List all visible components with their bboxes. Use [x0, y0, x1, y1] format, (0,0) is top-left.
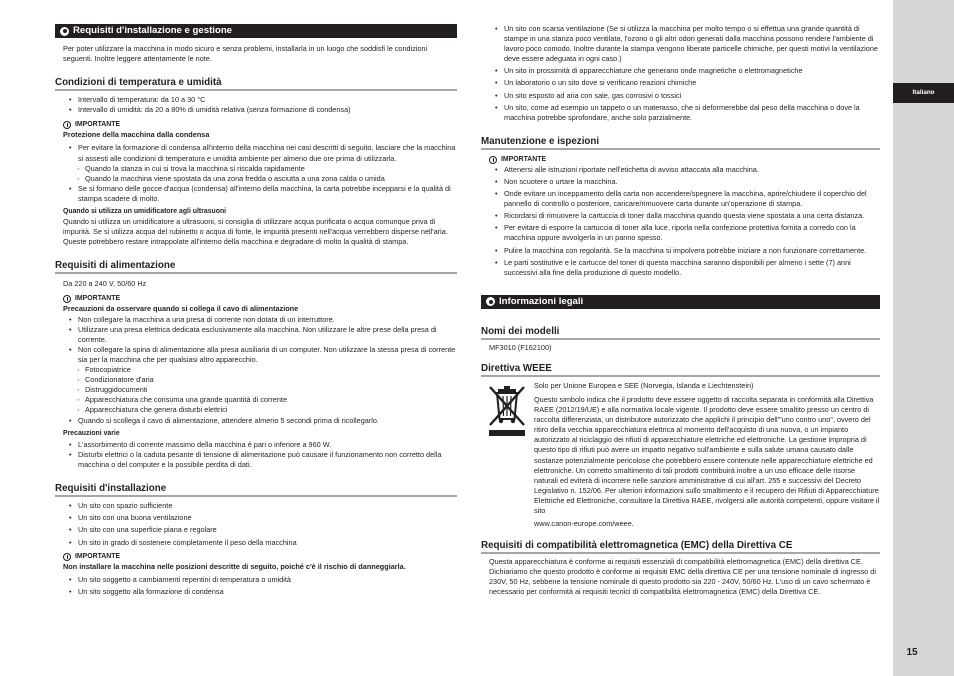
- list-item: • Onde evitare un inceppamento della carta non accendere/spegnere la macchina, aprire/chiudere il coperchio del pannello di controllo o posteriore, caricare/rimuovere carta durante un'operazione di stampa.: [504, 189, 880, 209]
- weee-scope: Solo per Unione Europea e SEE (Norvegia, Islanda e Liechtenstein): [534, 380, 754, 390]
- list-item: • Per evitare la formazione di condensa all'interno della macchina nei casi descritti di seguito, lasciare che la macchina si assesti alle condizioni di temperatura e umidità ambiente per almeno due ore prima di utilizzarla.: [78, 143, 457, 163]
- weee-text: Questo simbolo indica che il prodotto deve essere oggetto di raccolta separata in conformità alla Direttiva RAEE (2012/19/UE) e alla normativa locale vigente. Il prodotto deve essere smaltito presso un centro di raccolta differenziata, un distributore autorizzato che applichi il principio dell'"uno contro uno", ovvero del ritiro della vecchia apparecchiatura elettrica al momento dell'acquisto di una nuova, o un impianto autorizzato al riciclaggio dei rifiuti di apparecchiature elettriche ed elettroniche. La gestione impropria di questo tipo di rifiuti può avere un impatto negativo sull'ambiente e sulla salute umana causato dalle sostanze potenzialmente pericolose che potrebbero essere contenute nelle apparecchiature elettriche ed elettroniche. Un corretto smaltimento di tali prodotti contribuirà inoltre a un uso efficace delle risorse naturali ed eviterà di incorrere nelle sanzioni amministrative di cui all'art. 255 e successivi del Decreto Legislativo n. 152/06. Per ulteriori informazioni sullo smaltimento e il recupero dei Rifiuti di Apparecchiature Elettriche ed Elettroniche, consultare la Direttiva RAEE, rivolgersi alle autorità competenti, oppure visitare il sito: [534, 394, 880, 515]
- list-item: • Un sito in grado di sostenere completamente il peso della macchina: [78, 537, 457, 549]
- condensa-sub-list: [55, 164, 457, 184]
- list-item: ◦ Distruggidocumenti: [85, 385, 457, 395]
- important-note: [481, 155, 880, 165]
- important-label: IMPORTANTE: [501, 155, 547, 163]
- power-spec: Da 220 a 240 V, 50/60 Hz: [63, 279, 147, 289]
- weee-block: [481, 377, 880, 529]
- weee-text-block: [534, 381, 880, 529]
- important-label: IMPORTANTE: [75, 552, 121, 560]
- important-note: [55, 294, 457, 304]
- list-item: • Pulire la macchina con regolarità. Se la macchina si impolvera potrebbe iniziare a non funzionare correttamente.: [504, 246, 880, 256]
- maintenance-list: [481, 165, 880, 278]
- power-precautions-title: Precauzioni da osservare quando si collega il cavo di alimentazione: [63, 303, 299, 313]
- section-title: Informazioni legali: [499, 295, 584, 307]
- important-label: IMPORTANTE: [75, 121, 121, 129]
- list-item: • Non scuotere o urtare la macchina.: [504, 177, 880, 187]
- list-item: • Non collegare la spina di alimentazione alla presa ausiliaria di un computer. Non utilizzare la stessa presa di corrente sia per la macchina che per qualsiasi altro apparecchio.: [78, 345, 457, 365]
- important-icon: [63, 295, 71, 303]
- heading-temperature: Condizioni di temperatura e umidità: [55, 77, 457, 91]
- list-item: • Se si formano delle gocce d'acqua (condensa) all'interno della macchina, la carta potrebbe incepparsi e la qualità di stampa scadere di molto.: [78, 184, 457, 204]
- list-item: ◦ Fotocopiatrice: [85, 365, 457, 375]
- list-item: • Un sito in prossimità di apparecchiature che generano onde magnetiche o elettromagnetiche: [504, 66, 880, 76]
- humidifier-title: Quando si utilizza un umidificatore agli ultrasuoni: [63, 208, 227, 216]
- emc-text: Questa apparecchiatura è conforme ai requisiti essenziali di compatibilità elettromagnetica (EMC) della direttiva CE. Dichiariamo che questo prodotto è conforme ai requisiti EMC della direttiva CE per una tensione nominale di ingresso di 230V, 50 Hz, sebbene la tensione nominale di questo prodotto sia 220 - 240V, 50/60 Hz. L'uso di un cavo schermato è necessario per conformità ai requisiti tecnici di compatibilità elettromagnetica (EMC) della Direttiva CE.: [489, 557, 876, 597]
- list-item: • Un sito, come ad esempio un tappeto o un materasso, che si deformerebbe dal peso della macchina o dove la macchina potrebbe sprofondare, anche solo parzialmente.: [504, 103, 880, 123]
- installation-list: [55, 500, 457, 549]
- important-icon: [63, 553, 71, 561]
- important-note: [55, 120, 457, 130]
- list-item: • Per evitare di esporre la cartuccia di toner alla luce, riporla nella confezione protettiva fornita a corredo con la macchina oppure avvolgerla in un panno spesso.: [504, 223, 880, 243]
- installation-list-continued: [481, 24, 880, 123]
- list-item: • Un sito esposto ad aria con sale, gas corrosivi o tossici: [504, 91, 880, 101]
- list-item: ◦ Condizionatore d'aria: [85, 375, 457, 385]
- weee-url: www.canon-europe.com/weee.: [534, 519, 634, 529]
- various-list: [55, 440, 457, 470]
- heading-weee: Direttiva WEEE: [481, 363, 880, 377]
- language-tab: Italiano: [893, 83, 954, 103]
- list-item: ◦ Quando la stanza in cui si trova la macchina si riscalda rapidamente: [85, 164, 457, 174]
- heading-power: Requisiti di alimentazione: [55, 260, 457, 274]
- power-sub-list: [55, 365, 457, 415]
- heading-maintenance: Manutenzione e ispezioni: [481, 136, 880, 150]
- list-item: ◦ Apparecchiatura che consuma una grande quantità di corrente: [85, 395, 457, 405]
- list-item: • Quando si scollega il cavo di alimentazione, attendere almeno 5 secondi prima di ricollegarlo.: [78, 416, 457, 426]
- power-list: [55, 315, 457, 365]
- list-item: • Ricordarsi di rimuovere la cartuccia di toner dalla macchina quando questa viene spostata a una certa distanza.: [504, 211, 880, 221]
- list-item: • Attenersi alle istruzioni riportate nell'etichetta di avviso attaccata alla macchina.: [504, 165, 880, 175]
- list-item: • Un sito con scarsa ventilazione (Se si utilizza la macchina per molto tempo o si effettua una grande quantità di stampe in una stanza poco ventilata, l'ozono o gli altri odori generati dalla macchina possono rendere l'ambiente di lavoro poco comodo. Inoltre durante la stampa vengono liberate particelle chimiche, per questi motivi la ventilazione deve essere adeguata in ogni caso.): [504, 24, 880, 64]
- heading-emc: Requisiti di compatibilità elettromagnetica (EMC) della Direttiva CE: [481, 540, 880, 554]
- section-title: Requisiti d'installazione e gestione: [73, 25, 233, 36]
- heading-installation: Requisiti d'installazione: [55, 483, 457, 497]
- important-icon: [63, 121, 71, 129]
- important-icon: [489, 156, 497, 164]
- list-item: ◦ Quando la macchina viene spostata da una zona fredda o asciutta a una zona calda o umida: [85, 174, 457, 184]
- list-item: • Intervallo di temperatura: da 10 a 30 °C: [78, 95, 457, 105]
- model-names-value: MF3010 (F162100): [489, 342, 552, 352]
- installation-warning: Non installare la macchina nelle posizioni descritte di seguito, poiché c'è il rischio di danneggiarla.: [63, 561, 406, 571]
- list-item: • Un sito soggetto alla formazione di condensa: [78, 586, 457, 598]
- list-item: • Un sito con una superficie piana e regolare: [78, 524, 457, 536]
- list-item: • Disturbi elettrici o la caduta pesante di tensione di alimentazione può causare il funzionamento non corretto della macchina o del computer e la possibile perdita di dati.: [78, 450, 457, 470]
- crossed-bin-icon: [487, 385, 527, 529]
- condensa-list: [55, 143, 457, 163]
- sidebar: [893, 0, 954, 676]
- left-column: [55, 24, 457, 598]
- list-item: • Non collegare la macchina a una presa di corrente non dotata di un interruttore.: [78, 315, 457, 325]
- section-bullet-icon: [60, 27, 69, 36]
- list-item: • Utilizzare una presa elettrica dedicata esclusivamente alla macchina. Non utilizzare le altre prese della presa di corrente.: [78, 325, 457, 345]
- list-item: ◦ Apparecchiatura che genera disturbi elettrici: [85, 405, 457, 415]
- temp-list: [55, 95, 457, 115]
- section-bar-legal: [481, 295, 880, 309]
- installation-list-2: [55, 574, 457, 598]
- power-list-2: [55, 416, 457, 426]
- list-item: • L'assorbimento di corrente massimo della macchina è pari o inferiore a 960 W.: [78, 440, 457, 450]
- install-intro: Per poter utilizzare la macchina in modo sicuro e senza problemi, installarla in un luogo che soddisfi le condizioni seguenti. Inoltre leggere attentamente le note.: [63, 44, 428, 64]
- right-column: [481, 24, 880, 598]
- important-note: [55, 552, 457, 562]
- list-item: • Un laboratorio o un sito dove si verificano reazioni chimiche: [504, 78, 880, 88]
- list-item: • Intervallo di umidità: da 20 a 80% di umidità relativa (senza formazione di condensa): [78, 105, 457, 115]
- list-item: • Le parti sostitutive e le cartucce del toner di questa macchina saranno disponibili per almeno i sette (7) anni successivi alla fine della produzione di questo modello.: [504, 258, 880, 278]
- list-item: • Un sito con una buona ventilazione: [78, 512, 457, 524]
- heading-model-names: Nomi dei modelli: [481, 326, 880, 340]
- section-bar-installation: [55, 24, 457, 38]
- various-title: Precauzioni varie: [63, 429, 120, 437]
- condensa-title: Protezione della macchina dalla condensa: [63, 130, 210, 140]
- section-bullet-icon: [486, 297, 495, 306]
- condensa-list-2: [55, 184, 457, 204]
- page-number: 15: [906, 647, 918, 658]
- humidifier-text: Quando si utilizza un umidificatore a ultrasuoni, si consiglia di utilizzare acqua purificata o acqua comunque priva di impurità. Se si utilizza acqua del rubinetto o acqua di fonte, le impurità presenti nell'acqua verrebbero disperse nell'aria. Queste potrebbero restare intrappolate all'interno della macchina e degradare di molto la qualità di stampa.: [63, 217, 448, 247]
- list-item: • Un sito con spazio sufficiente: [78, 500, 457, 512]
- list-item: • Un sito soggetto a cambiamenti repentini di temperatura o umidità: [78, 574, 457, 586]
- important-label: IMPORTANTE: [75, 294, 121, 302]
